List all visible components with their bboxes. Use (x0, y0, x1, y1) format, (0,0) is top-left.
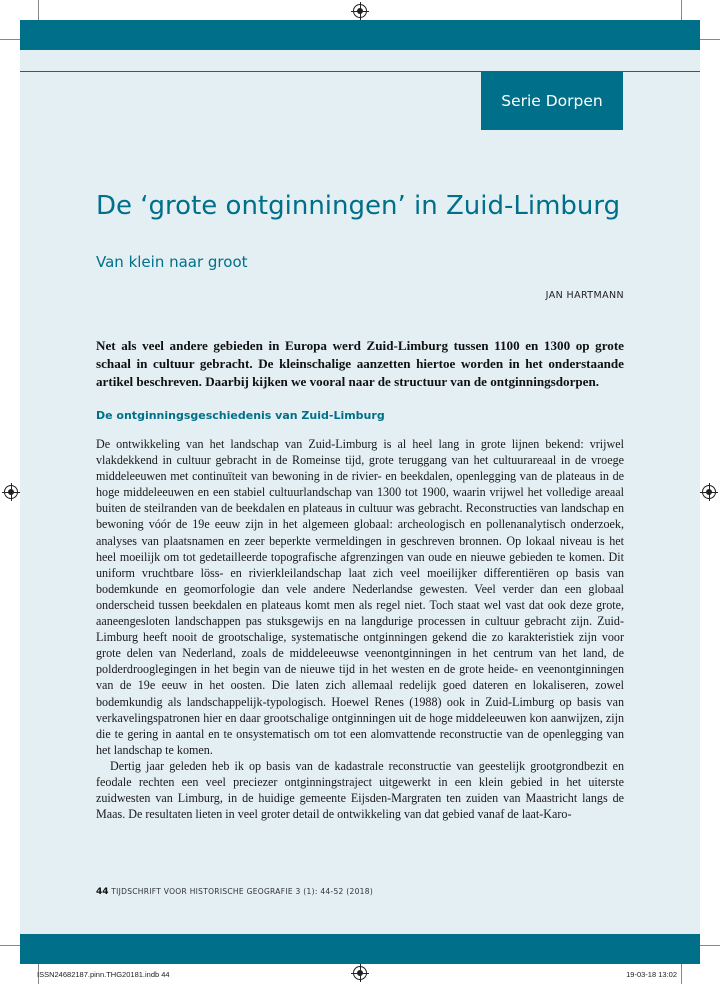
registration-mark-icon (353, 4, 367, 18)
body-text (96, 436, 624, 822)
print-slug-file: ISSN24682187.pinn.THG20181.indb 44 (37, 970, 170, 979)
registration-mark-icon (4, 485, 18, 499)
author-name: JAN HARTMANN (545, 290, 624, 301)
crop-mark (700, 945, 720, 946)
print-slug-timestamp: 19-03-18 13:02 (626, 970, 677, 979)
article-lead: Net als veel andere gebieden in Europa werd Zuid-Limburg tussen 1100 en 1300 op grote schaal in cultuur gebracht. De kleinschalige aanzetten hiertoe worden in het onderstaande artikel beschreven. Daarbij kijken we vooral naar de structuur van de ontginningsdorpen. (96, 338, 624, 389)
journal-citation: TIJDSCHRIFT VOOR HISTORISCHE GEOGRAFIE 3 (1): 44-52 (2018) (111, 887, 374, 896)
crop-mark (38, 0, 39, 20)
crop-mark (0, 39, 20, 40)
crop-mark (0, 945, 20, 946)
registration-mark-icon (353, 966, 367, 980)
crop-mark (700, 39, 720, 40)
article-subtitle: Van klein naar groot (96, 253, 248, 271)
section-heading: De ontginningsgeschiedenis van Zuid-Limburg (96, 409, 385, 422)
series-label: Serie Dorpen (481, 72, 623, 130)
paragraph: Dertig jaar geleden heb ik op basis van de kadastrale reconstructie van geestelijk grootgrondbezit en feodale rechten een veel preciezer ontginningstraject uitgewerkt in een klein gebied in het uiterste zuidwesten van Limburg, in de huidige gemeente Eijsden-Margraten ten zuiden van Maastricht langs de Maas. De resultaten lieten in veel groter detail de ontwikkeling van dat gebied vanaf de laat-Karo- (96, 758, 624, 822)
registration-mark-icon (702, 485, 716, 499)
top-color-band (20, 20, 700, 50)
bottom-color-band (20, 934, 700, 964)
crop-mark (681, 964, 682, 984)
article-title: De ‘grote ontginningen’ in Zuid-Limburg (96, 191, 621, 221)
paragraph: De ontwikkeling van het landschap van Zuid-Limburg is al heel lang in grote lijnen bekend: vrijwel vlakdekkend in cultuur gebracht in de Romeinse tijd, grote teruggang van het cultuurareaal in de vroege middeleeuwen met continuïteit van bewoning in de rivier- en beekdalen, openlegging van de plateaus in de hoge middeleeuwen en een stabiel cultuurlandschap van 1300 tot 1900, waarin vrijwel het volledige areaal buiten de steilranden van de beekdalen en plateaus in cultuur was gebracht. Reconstructies van landschap en bewoning vóór de 19e eeuw zijn in het algemeen globaal: archeologisch en pollenanalytisch onderzoek, analyses van plaatsnamen en zeer beperkte vermeldingen in geschreven bronnen. Op lokaal niveau is het heel moeilijk om tot gedetailleerde topografische afgrenzingen van oude en nieuwe gebieden te komen. Dit uniform vruchtbare löss- en rivierkleilandschap laat zich veel moeilijker differentiëren op basis van bodemkunde en geomorfologie dan vele andere Nederlandse gewesten. Veel verder dan een globaal onderscheid tussen beekdalen en plateaus komt men als regel niet. Toch staat wel vast dat ook deze grote, aaneengesloten landschappen pas stuksgewijs en na langdurige processen in cultuur gebracht zijn. Zuid-Limburg heeft nooit de grootschalige, systematische ontginningen gekend die zo karakteristiek zijn voor grote delen van Nederland, zoals de middeleeuwse veenontginningen in het centrum van het land, de polderdrooglegingen in het begin van de nieuwe tijd in het westen en de grote heide- en veenontginningen van de 19e eeuw in het oosten. Die laten zich allemaal redelijk goed dateren en lokaliseren, zowel bodemkundig als landschappelijk-typologisch. Hoewel Renes (1988) ook in Zuid-Limburg op basis van verkavelingspatronen hier en daar grootschalige ontginningen uit de hoge middeleeuwen kon aanwijzen, zijn die te gering in aantal en te onsystematisch om tot een alomvattende reconstructie van de openlegging van het landschap te komen. (96, 437, 624, 757)
page-footer (96, 887, 373, 897)
page-number: 44 (96, 887, 109, 897)
crop-mark (681, 0, 682, 20)
